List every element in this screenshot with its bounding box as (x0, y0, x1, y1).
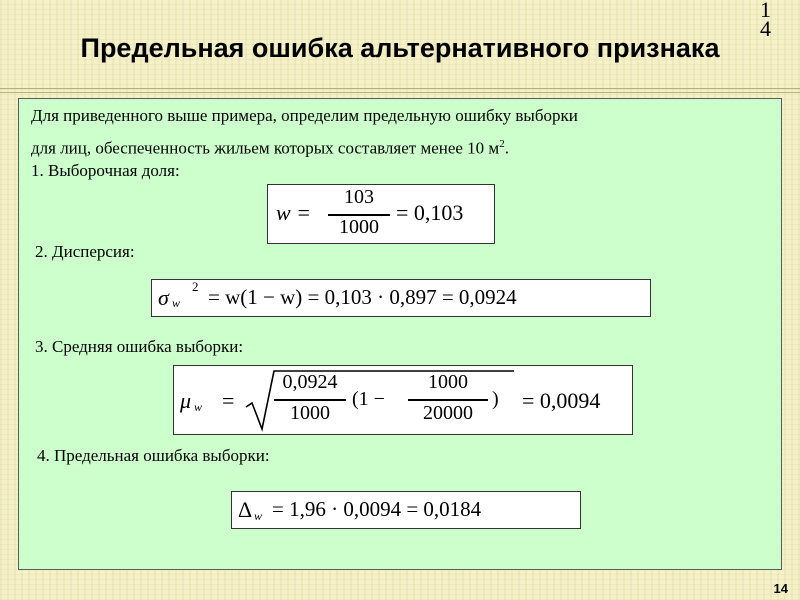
formula1-lhs: w = (276, 200, 312, 225)
formula3-middle: (1 − (352, 388, 385, 410)
formula2-superscript: 2 (192, 279, 199, 294)
corner-digit-2: 4 (760, 16, 771, 41)
slide-title: Предельная ошибка альтернативного признака (80, 33, 720, 63)
formula3-denominator-2: 20000 (423, 402, 473, 424)
formula3-denominator-1: 1000 (290, 402, 330, 424)
formula4-subscript: w (254, 509, 263, 523)
formula3-mu: μ (180, 388, 192, 413)
formula3-subscript: w (194, 400, 203, 414)
formula4-delta: Δ (238, 497, 253, 522)
formula3-fraction-bar-2 (408, 399, 488, 401)
formula3-equals: = (222, 388, 235, 413)
formula-mean-error (173, 365, 633, 435)
formula3-numerator-2: 1000 (428, 371, 468, 393)
formula1-denominator: 1000 (339, 216, 379, 238)
corner-digit-1: 1 (760, 0, 771, 22)
formula1-rhs: = 0,103 (396, 200, 464, 225)
intro-line-2-text: для лиц, обеспеченность жильем которых составляет менее 10 м (31, 138, 500, 158)
intro-line-1: Для приведенного выше примера, определим предельную ошибку выборки (31, 106, 578, 125)
step-2-label: 2. Дисперсия: (35, 242, 135, 261)
formula-variance (151, 279, 651, 317)
content-panel (18, 98, 782, 570)
formula1-numerator: 103 (344, 186, 374, 208)
formula3-numerator-1: 0,0924 (282, 371, 338, 393)
intro-line-2 (31, 133, 509, 160)
formula2-rhs: = w(1 − w) = 0,103 · 0,897 = 0,0924 (208, 285, 517, 309)
formula3-close-paren: ) (492, 388, 499, 410)
formula2-subscript: w (172, 296, 181, 310)
formula4-rhs: = 1,96 · 0,0094 = 0,0184 (272, 497, 482, 521)
title-divider (0, 88, 800, 89)
step-1-label: 1. Выборочная доля: (31, 161, 180, 180)
page-number: 14 (773, 581, 788, 596)
formula3-rhs: = 0,0094 (522, 388, 601, 413)
step-3-label: 3. Средняя ошибка выборки: (35, 337, 244, 356)
formula2-sigma: σ (158, 285, 169, 310)
formula3-fraction-bar-1 (274, 399, 346, 401)
intro-period: . (504, 138, 509, 158)
intro-superscript: 2 (499, 138, 505, 150)
title-divider-2 (0, 92, 800, 93)
formula-margin-error (231, 491, 581, 529)
formula-sample-share (267, 184, 495, 244)
step-4-label: 4. Предельная ошибка выборки: (37, 446, 270, 465)
